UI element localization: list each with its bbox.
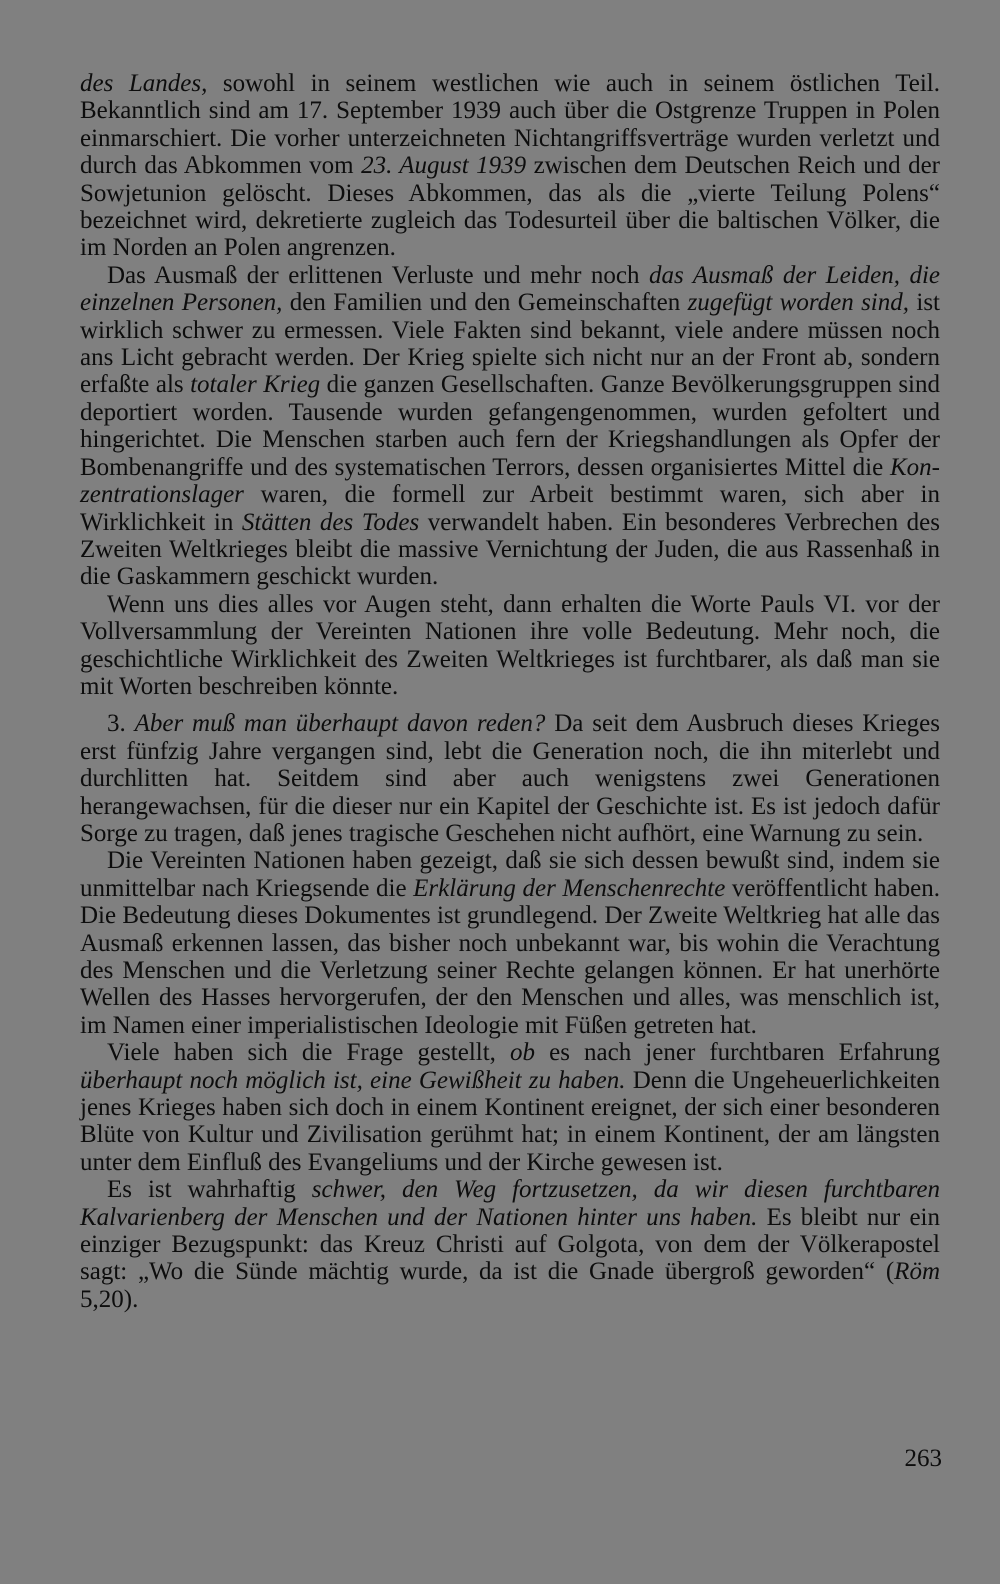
text-run: Es ist wahrhaftig: [107, 1176, 312, 1204]
italic-run: Stätten des Todes: [241, 508, 420, 536]
italic-run: Aber muß man überhaupt davon reden?: [134, 710, 546, 738]
text-run: waren, die formell zur Arbeit bestimmt waren, sich aber in Wirklichkeit in: [80, 481, 940, 536]
text-run: verwandelt haben. Ein besonderes Verbrechen des Zweiten Weltkrieges bleibt die massive Vernichtung der Juden, die aus Rassenhaß in die Gaskammern geschickt wurden.: [80, 508, 940, 591]
text-run: ist wirklich schwer zu ermessen. Viele Fakten sind bekannt, viele andere müssen noch ans Licht gebracht werden. Der Krieg spielte sich nicht nur an der Front ab, sondern erfaßte als: [80, 289, 940, 399]
text-run: die ganzen Gesellschaften. Ganze Bevölkerungsgruppen sind deportiert worden. Tausende wurden gefangengenommen, wurden gefoltert und hingerichtet. Die Menschen starben auch fern der Kriegshandlungen als Opfer der Bombenangriffe und des systematischen Terrors, dessen organisiertes Mittel die: [80, 371, 941, 481]
text-run: es nach jener furchtbaren Erfahrung: [535, 1039, 940, 1067]
italic-run: zugefügt worden sind,: [687, 289, 910, 317]
text-run: Da seit dem Ausbruch dieses Krieges erst fünfzig Jahre vergangen sind, lebt die Generation noch, die ihn miterlebt und durchlitten hat. Seitdem sind aber auch wenigstens zwei Generationen herangewachsen, für die dieser nur ein Kapitel der Geschichte ist. Es ist jedoch dafür Sorge zu tragen, daß jenes tragische Geschehen nicht aufhört, eine Warnung zu sein.: [80, 710, 941, 847]
paragraph-1: [80, 70, 940, 262]
text-run: veröffentlicht haben. Die Bedeutung dieses Dokumentes ist grundlegend. Der Zweite Weltkrieg hat alle das Ausmaß erkennen lassen, das bisher noch unbekannt war, bis wohin die Verachtung des Menschen und die Verletzung seiner Rechte gelangen können. Er hat unerhörte Wellen des Hasses hervorgerufen, der den Menschen und alles, was menschlich ist, im Namen einer imperialistischen Ideologie mit Füßen getreten hat.: [80, 874, 940, 1039]
paragraph-6: [80, 1039, 940, 1176]
text-run: sowohl in seinem westlichen wie auch in seinem östlichen Teil. Bekanntlich sind am 17. September 1939 auch über die Ostgrenze Truppen in Polen einmarschiert. Die vorher unterzeichneten Nichtangriffsverträge wurden verletzt und durch das Abkommen vom: [80, 70, 940, 180]
text-run: Es bleibt nur ein einziger Bezugspunkt: das Kreuz Christi auf Golgota, von dem der Völkerapostel sagt: „Wo die Sünde mächtig wurde, da ist die Gnade übergroß geworden“ (: [80, 1203, 940, 1286]
paragraph-2: [80, 262, 940, 591]
text-run: den Familien und den Gemeinschaften: [282, 289, 688, 317]
italic-run: schwer, den Weg fortzusetzen, da wir diesen furchtbaren Kalvarienberg der Menschen und der Nationen hinter uns haben.: [80, 1176, 940, 1231]
text-run: Viele haben sich die Frage gestellt,: [107, 1039, 511, 1067]
body-text: [80, 70, 940, 1313]
text-run: 5,20).: [80, 1285, 139, 1313]
italic-run: des Landes,: [80, 70, 208, 97]
text-run: zwischen dem Deutschen Reich und der Sowjetunion gelöscht. Dieses Abkommen, das als die „vierte Teilung Polens“ bezeichnet wird, dekretierte zugleich das Todesurteil über die baltischen Völker, die im Norden an Polen angrenzen.: [80, 152, 941, 262]
paragraph-5: [80, 847, 940, 1039]
paragraph-3: [80, 591, 940, 701]
italic-run: Röm: [894, 1258, 940, 1286]
text-run: Das Ausmaß der erlittenen Verluste und mehr noch: [107, 261, 650, 289]
italic-run: Erklärung der Menschenrechte: [413, 874, 726, 902]
paragraph-4-section-3: [80, 710, 940, 847]
text-run: 3.: [107, 710, 135, 738]
italic-run: ob: [510, 1039, 536, 1067]
text-run: Wenn uns dies alles vor Augen steht, dann erhalten die Worte Pauls VI. vor der Vollversammlung der Vereinten Nationen ihre volle Bedeutung. Mehr noch, die geschichtliche Wirklichkeit des Zweiten Weltkrieges ist furchtbarer, als daß man sie mit Worten beschreiben könnte.: [80, 590, 940, 700]
page-number: 263: [904, 1445, 942, 1472]
italic-run: 23. August 1939: [361, 152, 527, 180]
paragraph-7: [80, 1176, 940, 1313]
italic-run: totaler Krieg: [190, 371, 321, 399]
italic-run: Konzentrationslager: [80, 453, 940, 509]
italic-run: das Ausmaß der Leiden, die einzelnen Personen,: [80, 261, 940, 317]
text-run: Denn die Ungeheuerlichkeiten jenes Krieges haben sich doch in einem Kontinent ereignet, der sich einer besonderen Blüte von Kultur und Zivilisation gerühmt hat; in einem Kontinent, der am längsten unter dem Einfluß des Evangeliums und der Kirche gewesen ist.: [80, 1066, 940, 1176]
text-run: Die Vereinten Nationen haben gezeigt, daß sie sich dessen bewußt sind, indem sie unmittelbar nach Kriegsende die: [80, 847, 940, 902]
italic-run: überhaupt noch möglich ist, eine Gewißheit zu haben.: [80, 1066, 626, 1094]
